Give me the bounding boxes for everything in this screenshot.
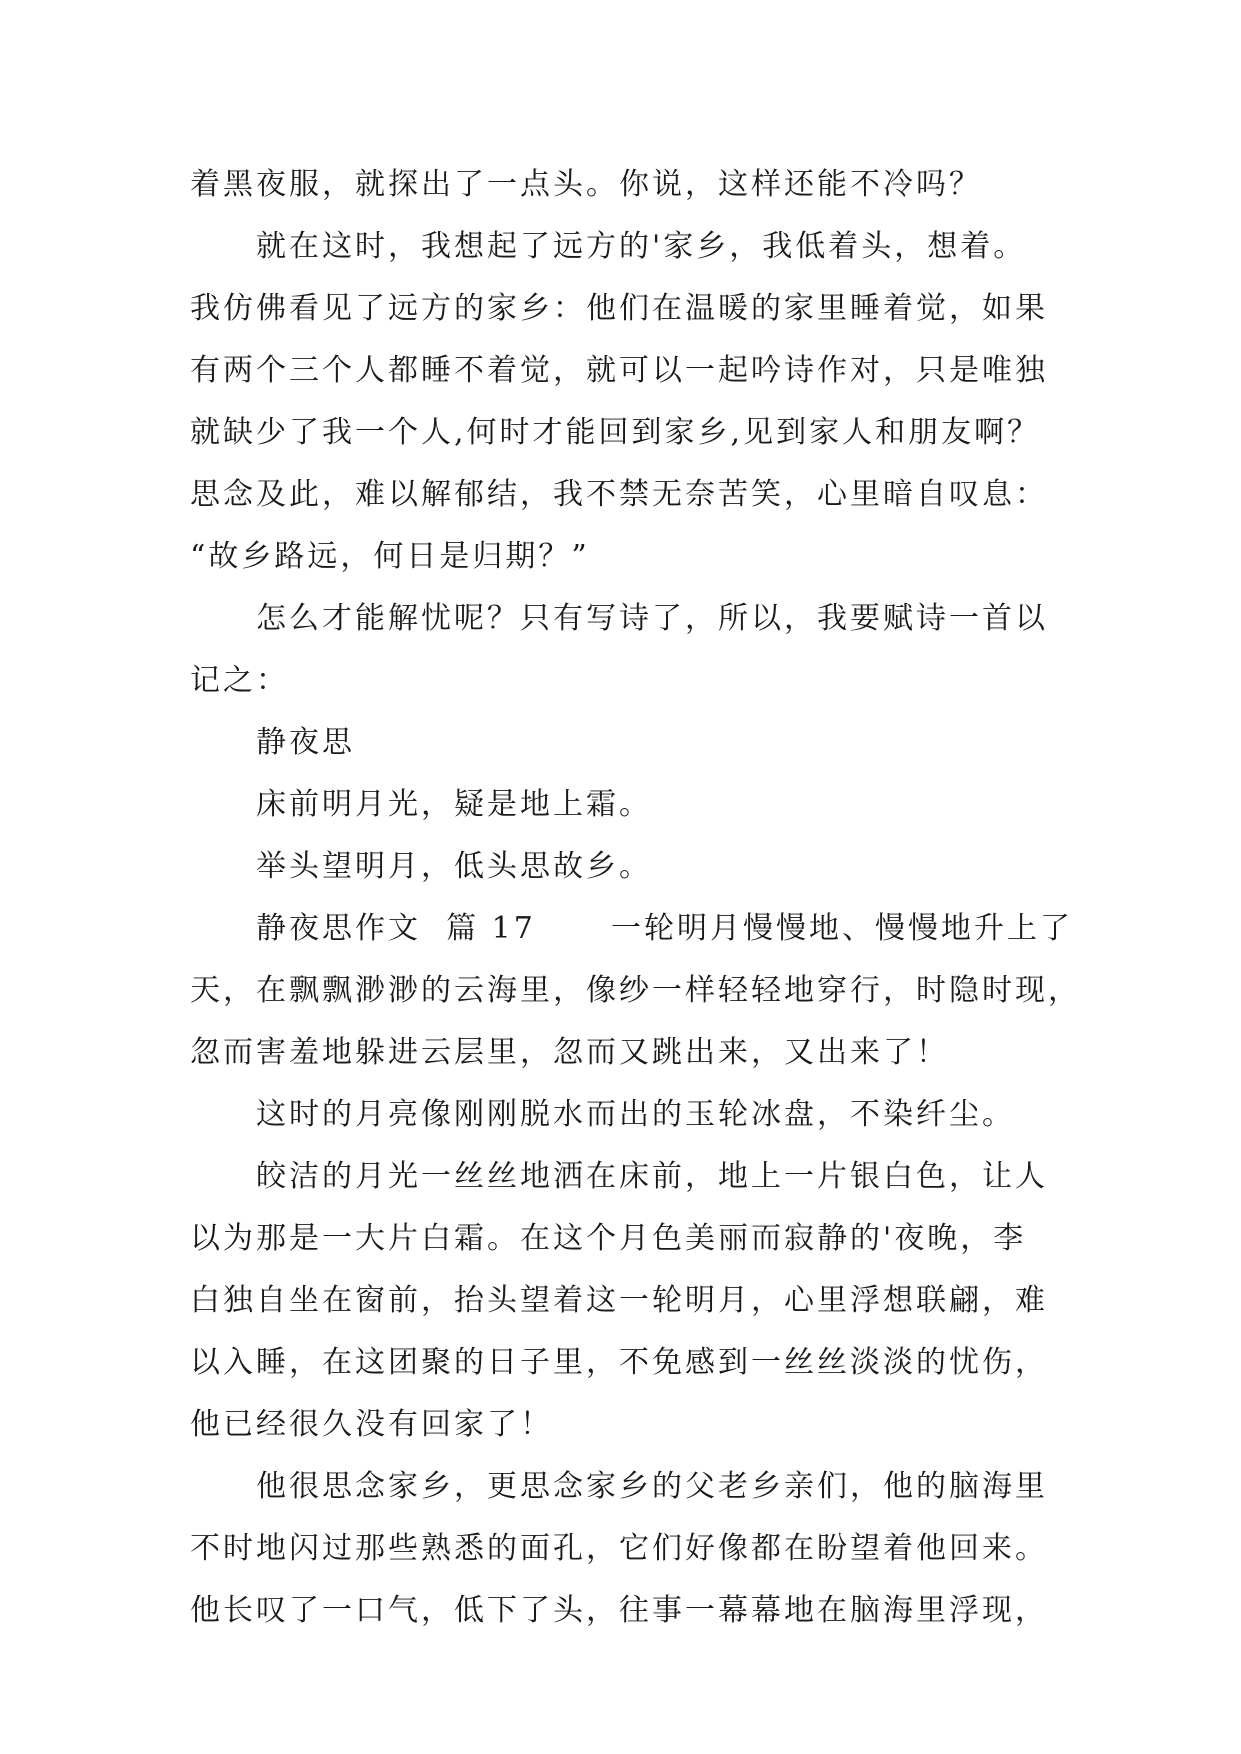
text-line: 这时的月亮像刚刚脱水而出的玉轮冰盘，不染纤尘。: [256, 1097, 1015, 1132]
text-line: 皎洁的月光一丝丝地洒在床前，地上一片银白色，让人: [256, 1159, 1048, 1194]
poem-line: 床前明月光，疑是地上霜。: [256, 787, 652, 822]
text-line: 就缺少了我一个人,何时才能回到家乡,见到家人和朋友啊？: [190, 415, 1041, 450]
text-line: 他已经很久没有回家了！: [190, 1407, 553, 1442]
section-heading-line: 静夜思作文 篇 17 一轮明月慢慢地、慢慢地升上了: [256, 911, 1073, 946]
text-line: 他长叹了一口气，低下了头，往事一幕幕地在脑海里浮现，: [190, 1593, 1048, 1628]
text-line: 我仿佛看见了远方的家乡：他们在温暖的家里睡着觉，如果: [190, 291, 1048, 326]
body-text: [190, 154, 1081, 1642]
text-line: 就在这时，我想起了远方的'家乡，我低着头，想着。: [256, 229, 1027, 264]
text-line: 不时地闪过那些熟悉的面孔，它们好像都在盼望着他回来。: [190, 1531, 1048, 1566]
poem-line: 举头望明月，低头思故乡。: [256, 849, 652, 884]
text-line: 他很思念家乡，更思念家乡的父老乡亲们，他的脑海里: [256, 1469, 1048, 1504]
text-line: 以入睡，在这团聚的日子里，不免感到一丝丝淡淡的忧伤，: [190, 1345, 1048, 1380]
text-line: 着黑夜服，就探出了一点头。你说，这样还能不冷吗？: [190, 167, 982, 202]
text-line: 记之：: [190, 663, 289, 698]
poem-title: 静夜思: [256, 725, 355, 760]
text-line: 白独自坐在窗前，抬头望着这一轮明月，心里浮想联翩，难: [190, 1283, 1048, 1318]
text-line: 有两个三个人都睡不着觉，就可以一起吟诗作对，只是唯独: [190, 353, 1048, 388]
text-line: 天，在飘飘渺渺的云海里，像纱一样轻轻地穿行，时隐时现，: [190, 973, 1081, 1008]
text-line: 忽而害羞地躲进云层里，忽而又跳出来，又出来了！: [190, 1035, 949, 1070]
text-line: 思念及此，难以解郁结，我不禁无奈苦笑，心里暗自叹息：: [190, 477, 1048, 512]
text-line: 怎么才能解忧呢？只有写诗了，所以，我要赋诗一首以: [256, 601, 1048, 636]
text-line: “故乡路远，何日是归期？”: [190, 539, 590, 574]
text-line: 以为那是一大片白霜。在这个月色美丽而寂静的'夜晚，李: [190, 1221, 1027, 1256]
